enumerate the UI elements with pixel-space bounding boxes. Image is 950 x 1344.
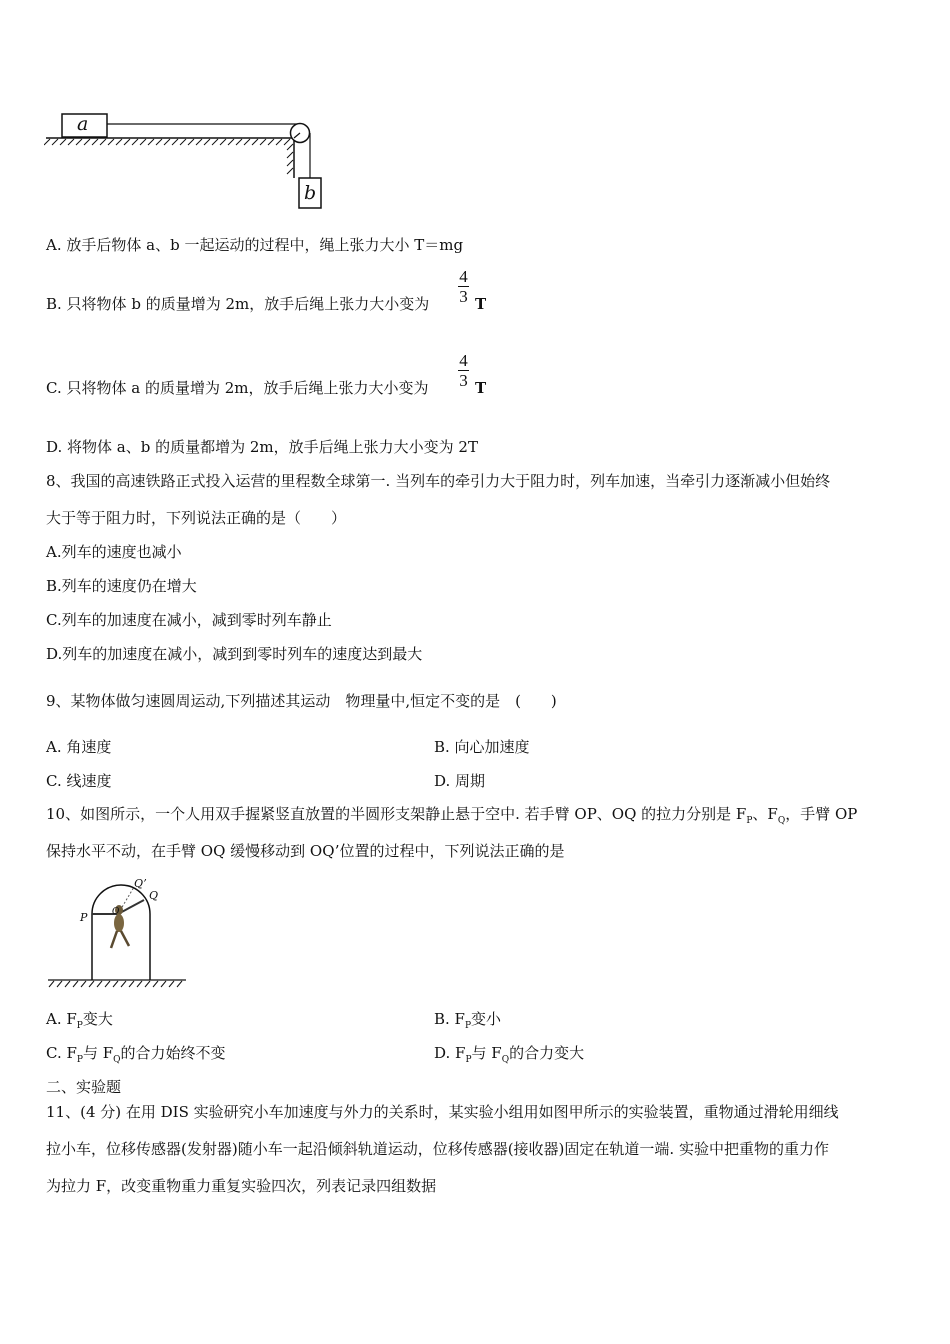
q10-option-d: D. $F_P$与 $F_Q$的合力变大 [434,1044,585,1065]
q10-stem-line1: 10、如图所示，一个人用双手握紧竖直放置的半圆形支架静止悬于空中. 若手臂 OP、OQ 的拉力分别是 $F_P$、$F_Q$，手臂 OP [46,805,858,826]
q10-option-a: A. $F_P$变大 [46,1010,113,1031]
q8-option-d: D.列车的加速度在减小，减到到零时列车的速度达到最大 [46,645,423,663]
q8-stem-line1: 8、我国的高速铁路正式投入运营的里程数全球第一. 当列车的牵引力大于阻力时，列车加速，当牵引力逐渐减小但始终 [46,472,831,490]
q9-option-c: C. 线速度 [46,772,112,790]
q10-stem-line2: 保持水平不动，在手臂 OQ 缓慢移动到 OQ’位置的过程中，下列说法正确的是 [46,842,565,860]
q9-option-b: B. 向心加速度 [434,738,530,756]
q8-option-b: B.列车的速度仍在增大 [46,577,197,595]
q8-stem-line2: 大于等于阻力时，下列说法正确的是（ ） [46,509,347,527]
q7-option-d: D. 将物体 a、b 的质量都增为 2m，放手后绳上张力大小变为 2T [46,438,478,456]
section-heading: 二、实验题 [46,1078,122,1096]
fraction-denominator: 3 [459,287,468,306]
figure-label-o: O [112,907,120,917]
q11-line3: 为拉力 F，改变重物重力重复实验四次，列表记录四组数据 [46,1177,437,1195]
q7-option-c-fraction [458,352,469,389]
q7-option-c-unit: T [475,379,487,397]
q7-option-c: C. 只将物体 a 的质量增为 2m，放手后绳上张力大小变为 [46,379,429,397]
q11-line2: 拉小车，位移传感器(发射器)随小车一起沿倾斜轨道运动，位移传感器(接收器)固定在轨道一端. 实验中把重物的重力作 [46,1140,829,1158]
figure-label-q: Q [149,889,159,902]
q8-option-c: C.列车的加速度在减小，减到零时列车静止 [46,611,332,629]
block-a-label: a [77,113,89,135]
q10-option-b: B. $F_P$变小 [434,1010,502,1031]
q7-option-a: A. 放手后物体 a、b 一起运动的过程中，绳上张力大小 T＝mg [46,236,464,254]
q10-option-c: C. $F_P$与 $F_Q$的合力始终不变 [46,1044,226,1065]
fraction-denominator: 3 [459,371,468,390]
block-b-label: b [304,182,317,204]
q7-option-b-unit: T [475,295,487,313]
q9-option-a: A. 角速度 [46,738,112,756]
q8-option-a: A.列车的速度也减小 [46,543,182,561]
q7-option-b-fraction [458,268,469,305]
q11-line1: 11、(4 分) 在用 DIS 实验研究小车加速度与外力的关系时，某实验小组用如图甲所示的实验装置，重物通过滑轮用细线 [46,1103,839,1121]
figure-label-p: P [80,911,88,924]
hanging-person-figure [44,870,194,995]
figure-label-q-prime: Q’ [134,877,147,890]
fraction-numerator: 4 [459,267,468,286]
q9-stem: 9、某物体做匀速圆周运动,下列描述其运动 物理量中,恒定不变的是 ( ) [46,692,557,710]
q7-option-b: B. 只将物体 b 的质量增为 2m，放手后绳上张力大小变为 [46,295,430,313]
q9-option-d: D. 周期 [434,772,486,790]
fraction-numerator: 4 [459,351,468,370]
